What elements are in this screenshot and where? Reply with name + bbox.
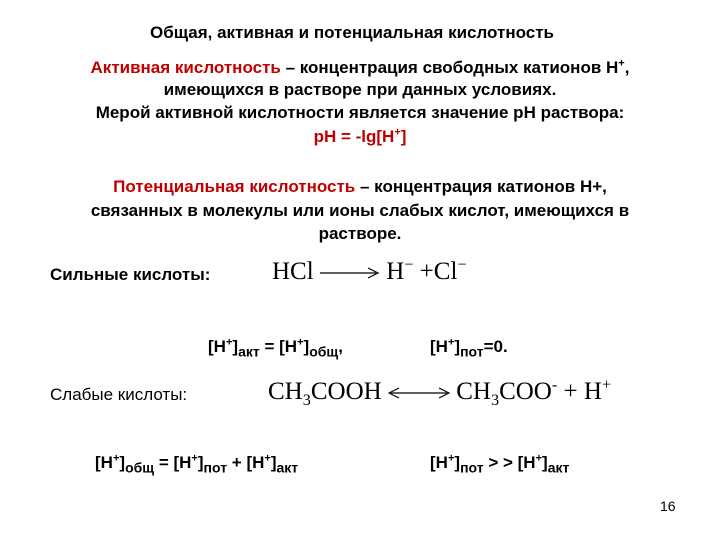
w-eq-right-h1-sup: + xyxy=(447,452,455,465)
cl-ion-product: Cl xyxy=(433,258,458,285)
weak-eq-right xyxy=(430,452,570,476)
weak-reaction-plus: + xyxy=(563,378,578,405)
h-ion-charge: − xyxy=(404,255,414,274)
s-eq-right-h-close: ] xyxy=(454,337,461,356)
potential-acidity-line1 xyxy=(20,176,700,197)
acetate-charge: - xyxy=(551,375,558,394)
page-number xyxy=(660,498,676,514)
acetate-ch: CH xyxy=(456,378,491,405)
acetic-acid-sub: 3 xyxy=(302,391,311,409)
weak-eq-left xyxy=(95,452,299,476)
double-arrow-icon xyxy=(388,386,450,400)
potential-acidity-def1: концентрация катионов Н+, xyxy=(374,177,607,196)
strong-acids-label-text: Сильные кислоты: xyxy=(50,265,211,284)
w-eq-right-h1: [H xyxy=(430,453,448,472)
w-eq-left-h1-close: ] xyxy=(119,453,126,472)
ph-formula-lhs: рН = -lg[H xyxy=(313,127,395,146)
w-eq-left-h3: [H xyxy=(246,453,265,472)
w-eq-right-h2-sup: + xyxy=(535,452,543,465)
s-eq-left-h1-close: ] xyxy=(232,337,239,356)
active-acidity-def1-sup: + xyxy=(618,57,625,70)
cl-ion-charge: − xyxy=(457,255,467,274)
potential-acidity-dash: – xyxy=(355,177,375,196)
w-eq-right-h2: [H xyxy=(517,453,536,472)
h-ion-product: H xyxy=(386,258,405,285)
potential-acidity-def3: растворе. xyxy=(318,224,402,243)
strong-eq-left xyxy=(208,336,343,360)
active-acidity-dash: – xyxy=(280,58,300,77)
s-eq-left-eq: = xyxy=(259,337,280,356)
w-eq-left-h3-sub: акт xyxy=(276,459,299,476)
weak-acids-label xyxy=(50,384,187,405)
w-eq-left-h2-close: ] xyxy=(197,453,204,472)
s-eq-left-h2-sup: + xyxy=(297,336,304,349)
s-eq-left-h2: [H xyxy=(279,337,298,356)
w-eq-left-h2-sub: пот xyxy=(203,459,228,476)
hcl-reactant: HCl xyxy=(272,258,314,285)
active-acidity-term: Активная кислотность xyxy=(90,58,281,77)
strong-eq-right xyxy=(430,336,508,360)
potential-acidity-line2 xyxy=(20,200,700,221)
weak-acid-reaction xyxy=(268,375,612,409)
active-acidity-def2: имеющихся в растворе при данных условиях. xyxy=(163,80,557,99)
potential-acidity-line3 xyxy=(20,223,700,244)
ph-formula-rhs: ] xyxy=(400,127,407,146)
w-eq-left-h3-sup: + xyxy=(264,452,271,465)
page-number-text: 16 xyxy=(660,498,676,514)
w-eq-right-h2-sub: акт xyxy=(547,459,570,476)
w-eq-left-h2-sup: + xyxy=(191,452,198,465)
w-eq-right-gt: > > xyxy=(483,453,518,472)
active-acidity-line2 xyxy=(20,79,700,100)
w-eq-left-h1-sup: + xyxy=(112,452,120,465)
active-acidity-def1-end: , xyxy=(624,58,630,77)
s-eq-left-h2-sub: общ xyxy=(309,343,339,360)
slide-title xyxy=(150,22,554,43)
s-eq-left-h1-sub: акт xyxy=(238,343,260,360)
weak-acids-label-text: Слабые кислоты: xyxy=(50,385,188,404)
acetate-sub: 3 xyxy=(490,391,500,409)
w-eq-left-h1-sub: общ xyxy=(125,459,155,476)
w-eq-right-h1-sub: пот xyxy=(460,459,484,476)
active-acidity-def1: концентрация свободных катионов Н xyxy=(299,58,619,77)
s-eq-left-h2-close: ] xyxy=(303,337,310,356)
s-eq-left-h1-sup: + xyxy=(225,336,233,349)
w-eq-right-h2-close: ] xyxy=(542,453,548,472)
potential-acidity-def2: связанных в молекулы или ионы слабых кислот, имеющихся в xyxy=(90,201,630,220)
w-eq-left-h3-close: ] xyxy=(270,453,277,472)
active-acidity-measure xyxy=(20,102,700,123)
ph-formula xyxy=(20,126,700,147)
strong-reaction-plus: + xyxy=(419,258,434,285)
strong-acid-reaction xyxy=(272,255,467,286)
s-eq-left-comma: , xyxy=(338,337,343,356)
w-eq-left-plus: + xyxy=(227,453,247,472)
acetate-coo: COO xyxy=(499,378,552,405)
s-eq-right-h: [H xyxy=(430,337,448,356)
weak-h-ion-charge: + xyxy=(601,375,612,394)
w-eq-left-h1: [H xyxy=(95,453,113,472)
s-eq-left-h1: [H xyxy=(208,337,226,356)
w-eq-left-eq: = xyxy=(154,453,174,472)
acetic-acid-ch: CH xyxy=(268,378,303,405)
active-acidity-measure-text: Мерой активной кислотности является значение рН раствора: xyxy=(95,103,625,122)
w-eq-left-h2: [H xyxy=(173,453,192,472)
strong-acids-label xyxy=(50,264,210,285)
right-arrow-icon xyxy=(320,266,380,280)
s-eq-right-h-sub: пот xyxy=(460,343,484,360)
ph-formula-sup: + xyxy=(394,126,401,139)
s-eq-right-h-sup: + xyxy=(447,336,455,349)
s-eq-right-rest: =0. xyxy=(483,337,508,356)
active-acidity-line1 xyxy=(20,57,700,78)
slide-title-text: Общая, активная и потенциальная кислотность xyxy=(150,23,555,42)
w-eq-right-h1-close: ] xyxy=(454,453,461,472)
weak-h-ion: H xyxy=(583,378,602,405)
acetic-acid-cooh: COOH xyxy=(310,378,382,405)
potential-acidity-term: Потенциальная кислотность xyxy=(113,177,356,196)
